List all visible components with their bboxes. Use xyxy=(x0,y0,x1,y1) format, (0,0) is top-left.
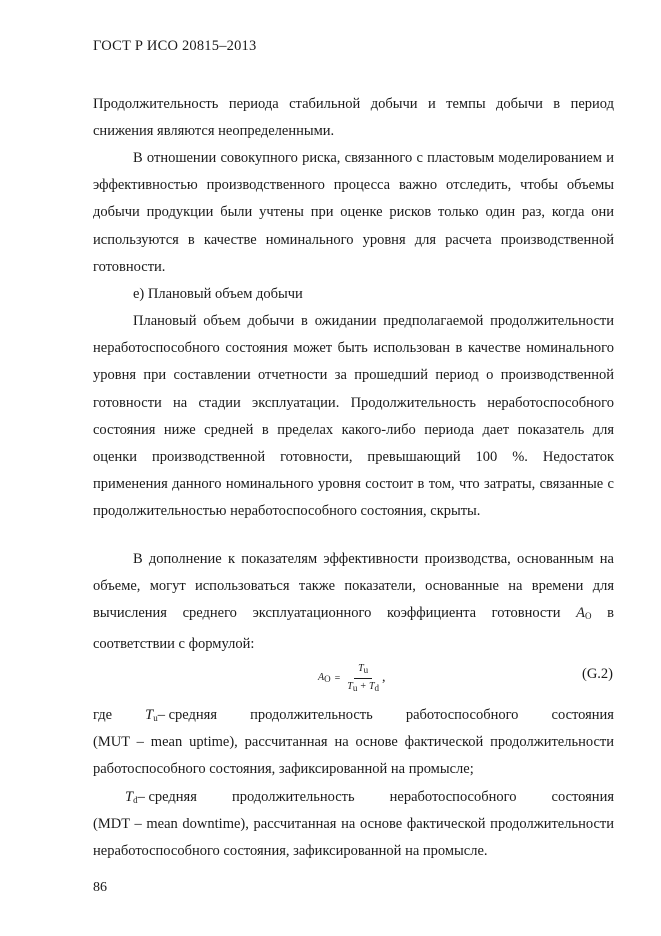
paragraph-aggregate-risk: В отношении совокупного риска, связанного с пластовым моделированием и эффективностью производственного процесса важно отследить, чтобы объемы добычи продукции были учтены при оценке рисков только один раз, когда они используются в качестве номинального уровня для расчета производственной готовности. xyxy=(93,150,614,275)
paragraph-planned-volume: Плановый объем добычи в ожидании предполагаемой продолжительности неработоспособного состояния может быть использован в качестве номинального уровня при составлении отчетности за прошедший период о производственной готовности на стадии эксплуатации. Продолжительность неработоспособного состояния ниже средней в пределах какого-либо периода дает показатель для оценки производственной готовности, превышающий 100 %. Недостаток применения данного номинального уровня состоит в том, что затраты, связанные с продолжительностью неработоспособного состояния, скрыты. xyxy=(93,313,614,520)
tu-word: работоспособного xyxy=(405,707,519,723)
paragraph-text: В дополнение к показателям эффективности производства, основанным на объеме, могут использоваться также показатели, основанные на времени для вычисления среднего эксплуатационного коэффициента готовности xyxy=(93,551,614,622)
td-word: состояния xyxy=(551,789,614,805)
paragraph-time-based-indicators xyxy=(93,546,614,658)
definition-td-text: (MDT – mean downtime), рассчитанная на основе фактической продолжительности неработоспособного состояния, зафиксированной на промысле. xyxy=(93,816,614,859)
tu-word: продолжительность xyxy=(250,707,373,723)
td-word: продолжительность xyxy=(231,789,355,805)
document-header: ГОСТ Р ИСО 20815–2013 xyxy=(93,38,257,54)
availability-subscript: O xyxy=(584,611,592,622)
definition-tu-text: (MUT – mean uptime), рассчитанная на основе фактической продолжительности работоспособного состояния, зафиксированной на промысле; xyxy=(93,734,614,777)
paragraph-stable-production: Продолжительность периода стабильной добычи и темпы добычи в период снижения являются неопределенными. xyxy=(93,96,614,140)
formula-numerator: Tu xyxy=(354,662,372,679)
paragraph-tail: в соответствии с формулой: xyxy=(93,605,614,652)
formula-number: (G.2) xyxy=(582,666,614,682)
formula-comma: , xyxy=(382,670,386,685)
formula-denominator: Tu + Td xyxy=(347,680,380,693)
formula-equals: = xyxy=(334,672,341,684)
where-word: где xyxy=(93,707,113,723)
section-heading-planned-volume: е) Плановый объем добычи xyxy=(133,286,303,302)
td-symbol: $T_d-$ средняя xyxy=(125,789,197,805)
availability-symbol: A xyxy=(576,605,585,622)
definition-tu-line xyxy=(93,702,614,732)
formula-fraction xyxy=(347,662,379,695)
formula-g2 xyxy=(318,660,386,696)
definition-td-line xyxy=(125,784,614,814)
page-number: 86 xyxy=(93,880,107,895)
tu-word: состояния xyxy=(551,707,614,723)
td-word: неработоспособного xyxy=(389,789,517,805)
tu-symbol: $T_u-$ средняя xyxy=(145,707,217,723)
formula-lhs: AO xyxy=(318,672,331,684)
